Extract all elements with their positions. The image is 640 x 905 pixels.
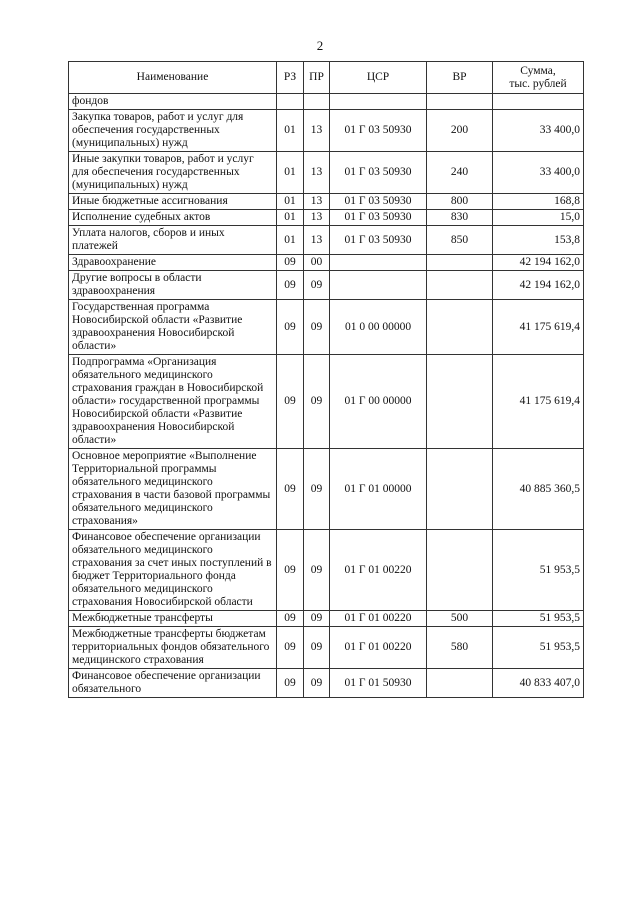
cell-name: Закупка товаров, работ и услуг для обеспечения государственных (муниципальных) нужд	[69, 110, 277, 152]
cell-vr: 830	[427, 210, 493, 226]
budget-table	[68, 61, 584, 698]
cell-name: фондов	[69, 94, 277, 110]
table-row	[69, 255, 584, 271]
cell-rz: 01	[277, 226, 304, 255]
cell-rz: 09	[277, 669, 304, 698]
cell-rz: 09	[277, 627, 304, 669]
cell-rz: 09	[277, 355, 304, 449]
table-row	[69, 611, 584, 627]
cell-pr: 13	[304, 226, 330, 255]
cell-name: Здравоохранение	[69, 255, 277, 271]
cell-vr	[427, 669, 493, 698]
cell-sum	[493, 94, 584, 110]
cell-csr: 01 Г 03 50930	[330, 194, 427, 210]
cell-sum: 168,8	[493, 194, 584, 210]
table-row	[69, 94, 584, 110]
cell-pr: 09	[304, 530, 330, 611]
cell-csr: 01 Г 03 50930	[330, 210, 427, 226]
cell-pr: 09	[304, 449, 330, 530]
cell-pr: 13	[304, 210, 330, 226]
cell-sum: 51 953,5	[493, 611, 584, 627]
cell-name: Иные бюджетные ассигнования	[69, 194, 277, 210]
cell-rz: 09	[277, 271, 304, 300]
table-row	[69, 449, 584, 530]
cell-csr	[330, 255, 427, 271]
table-row	[69, 530, 584, 611]
cell-csr: 01 Г 01 00220	[330, 611, 427, 627]
cell-sum: 33 400,0	[493, 110, 584, 152]
cell-sum: 42 194 162,0	[493, 255, 584, 271]
cell-vr: 580	[427, 627, 493, 669]
cell-pr: 00	[304, 255, 330, 271]
header-rz: РЗ	[277, 62, 304, 94]
cell-vr: 200	[427, 110, 493, 152]
header-pr: ПР	[304, 62, 330, 94]
cell-csr	[330, 271, 427, 300]
cell-csr: 01 Г 03 50930	[330, 152, 427, 194]
cell-pr: 13	[304, 152, 330, 194]
cell-rz: 09	[277, 449, 304, 530]
cell-rz: 09	[277, 255, 304, 271]
cell-rz: 01	[277, 194, 304, 210]
table-row	[69, 226, 584, 255]
table-row	[69, 110, 584, 152]
cell-vr: 500	[427, 611, 493, 627]
cell-name: Исполнение судебных актов	[69, 210, 277, 226]
cell-vr	[427, 94, 493, 110]
cell-name: Другие вопросы в области здравоохранения	[69, 271, 277, 300]
header-name: Наименование	[69, 62, 277, 94]
cell-pr: 09	[304, 611, 330, 627]
cell-vr	[427, 355, 493, 449]
table-row	[69, 355, 584, 449]
cell-csr: 01 Г 00 00000	[330, 355, 427, 449]
cell-name: Межбюджетные трансферты бюджетам территориальных фондов обязательного медицинского страхования	[69, 627, 277, 669]
cell-vr	[427, 271, 493, 300]
table-row	[69, 194, 584, 210]
cell-vr	[427, 530, 493, 611]
table-body	[69, 94, 584, 698]
cell-rz: 01	[277, 110, 304, 152]
cell-csr: 01 Г 01 00220	[330, 627, 427, 669]
cell-sum: 51 953,5	[493, 530, 584, 611]
cell-name: Государственная программа Новосибирской области «Развитие здравоохранения Новосибирской области»	[69, 300, 277, 355]
cell-pr: 13	[304, 110, 330, 152]
cell-vr	[427, 300, 493, 355]
cell-rz: 01	[277, 152, 304, 194]
cell-pr	[304, 94, 330, 110]
cell-sum: 33 400,0	[493, 152, 584, 194]
header-vr: ВР	[427, 62, 493, 94]
cell-name: Финансовое обеспечение организации обязательного	[69, 669, 277, 698]
cell-name: Подпрограмма «Организация обязательного медицинского страхования граждан в Новосибирской области» государственной программы Новосибирской области «Развитие здравоохранения Новосибирской области»	[69, 355, 277, 449]
cell-sum: 42 194 162,0	[493, 271, 584, 300]
cell-name: Межбюджетные трансферты	[69, 611, 277, 627]
cell-vr: 800	[427, 194, 493, 210]
cell-rz: 09	[277, 611, 304, 627]
cell-name: Уплата налогов, сборов и иных платежей	[69, 226, 277, 255]
cell-csr: 01 Г 03 50930	[330, 110, 427, 152]
cell-vr: 240	[427, 152, 493, 194]
table-row	[69, 210, 584, 226]
cell-vr	[427, 255, 493, 271]
cell-pr: 09	[304, 669, 330, 698]
cell-rz: 09	[277, 530, 304, 611]
cell-pr: 09	[304, 355, 330, 449]
header-csr: ЦСР	[330, 62, 427, 94]
cell-name: Основное мероприятие «Выполнение Территориальной программы обязательного медицинского страхования в части базовой программы обязательного медицинского страхования»	[69, 449, 277, 530]
cell-vr: 850	[427, 226, 493, 255]
cell-rz: 01	[277, 210, 304, 226]
cell-csr: 01 Г 01 00220	[330, 530, 427, 611]
page-number: 2	[316, 38, 324, 53]
cell-csr: 01 Г 01 50930	[330, 669, 427, 698]
table-row	[69, 271, 584, 300]
cell-sum: 41 175 619,4	[493, 355, 584, 449]
cell-csr	[330, 94, 427, 110]
cell-pr: 09	[304, 300, 330, 355]
cell-vr	[427, 449, 493, 530]
table-row	[69, 152, 584, 194]
cell-rz	[277, 94, 304, 110]
cell-csr: 01 Г 01 00000	[330, 449, 427, 530]
cell-sum: 51 953,5	[493, 627, 584, 669]
table-row	[69, 300, 584, 355]
table-header-row	[69, 62, 584, 94]
cell-sum: 153,8	[493, 226, 584, 255]
table-row	[69, 669, 584, 698]
cell-pr: 09	[304, 627, 330, 669]
cell-sum: 41 175 619,4	[493, 300, 584, 355]
cell-name: Финансовое обеспечение организации обязательного медицинского страхования за счет иных поступлений в бюджет Территориального фонда обязательного медицинского страхования Новосибирской области	[69, 530, 277, 611]
cell-sum: 40 833 407,0	[493, 669, 584, 698]
cell-sum: 40 885 360,5	[493, 449, 584, 530]
cell-csr: 01 0 00 00000	[330, 300, 427, 355]
cell-name: Иные закупки товаров, работ и услуг для обеспечения государственных (муниципальных) нужд	[69, 152, 277, 194]
cell-csr: 01 Г 03 50930	[330, 226, 427, 255]
table-row	[69, 627, 584, 669]
cell-rz: 09	[277, 300, 304, 355]
header-sum: Сумма, тыс. рублей	[493, 62, 584, 94]
cell-sum: 15,0	[493, 210, 584, 226]
cell-pr: 09	[304, 271, 330, 300]
cell-pr: 13	[304, 194, 330, 210]
